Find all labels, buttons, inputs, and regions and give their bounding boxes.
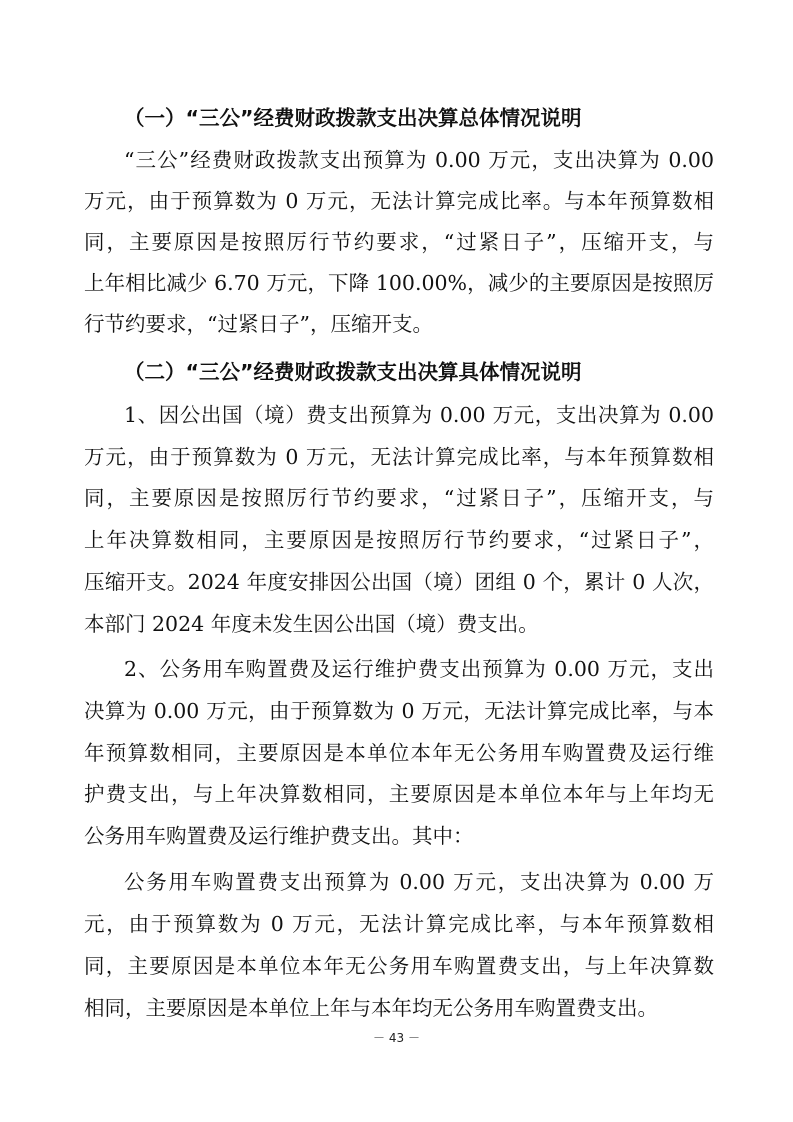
paragraph-line: 万元，由于预算数为 0 万元，无法计算完成比率。与本年预算数相 — [84, 189, 714, 213]
paragraph-line: 同，主要原因是按照厉行节约要求，“过紧日子”，压缩开支，与 — [84, 486, 714, 510]
paragraph-line: 相同，主要原因是本单位上年与本年均无公务用车购置费支出。 — [84, 996, 658, 1020]
paragraph-line: 上年决算数相同，主要原因是按照厉行节约要求，“过紧日子”， — [84, 528, 714, 552]
section-heading-2: （二）“三公”经费财政拨款支出决算具体情况说明 — [124, 360, 582, 384]
paragraph-line: “三公”经费财政拨款支出预算为 0.00 万元，支出决算为 0.00 — [124, 148, 714, 172]
page-number: － 43 － — [373, 1031, 420, 1045]
paragraph-line: 护费支出，与上年决算数相同，主要原因是本单位本年与上年均无 — [84, 782, 714, 806]
paragraph-line: 元，由于预算数为 0 万元，无法计算完成比率，与本年预算数相 — [84, 912, 714, 936]
paragraph-line: 1、因公出国（境）费支出预算为 0.00 万元，支出决算为 0.00 — [124, 403, 714, 427]
paragraph-line: 同，主要原因是本单位本年无公务用车购置费支出，与上年决算数 — [84, 954, 714, 978]
paragraph-line: 2、公务用车购置费及运行维护费支出预算为 0.00 万元，支出 — [124, 657, 714, 681]
paragraph-line: 公务用车购置费支出预算为 0.00 万元，支出决算为 0.00 万 — [124, 870, 714, 894]
section-heading-1: （一）“三公”经费财政拨款支出决算总体情况说明 — [124, 106, 582, 130]
paragraph-line: 压缩开支。2024 年度安排因公出国（境）团组 0 个，累计 0 人次， — [84, 570, 714, 594]
paragraph-line: 行节约要求，“过紧日子”，压缩开支。 — [84, 312, 433, 336]
paragraph-line: 上年相比减少 6.70 万元，下降 100.00%，减少的主要原因是按照厉 — [84, 271, 714, 295]
paragraph-line: 公务用车购置费及运行维护费支出。其中： — [84, 824, 474, 848]
paragraph-line: 万元，由于预算数为 0 万元，无法计算完成比率，与本年预算数相 — [84, 445, 714, 469]
paragraph-line: 决算为 0.00 万元，由于预算数为 0 万元，无法计算完成比率，与本 — [84, 699, 714, 723]
paragraph-line: 本部门 2024 年度未发生因公出国（境）费支出。 — [84, 612, 539, 636]
paragraph-line: 年预算数相同，主要原因是本单位本年无公务用车购置费及运行维 — [84, 741, 714, 765]
paragraph-line: 同，主要原因是按照厉行节约要求，“过紧日子”，压缩开支，与 — [84, 230, 714, 254]
